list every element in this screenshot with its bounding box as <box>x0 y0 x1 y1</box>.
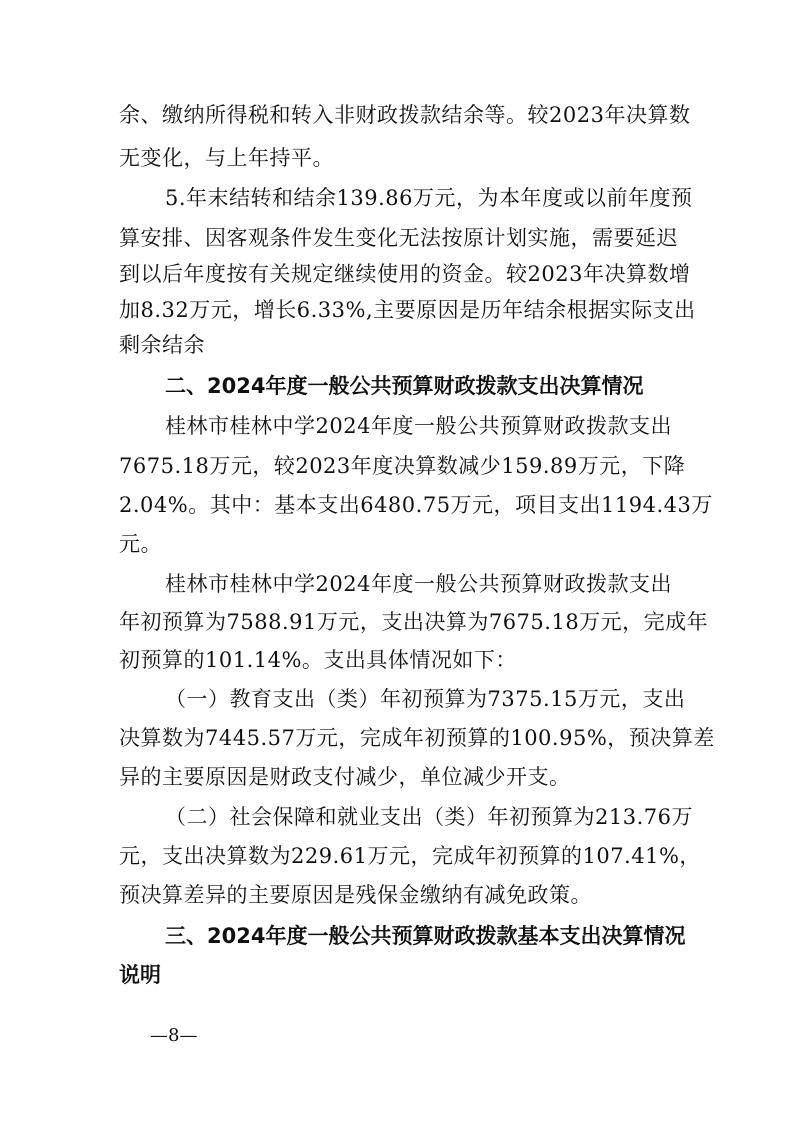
paragraph-line: 元。 <box>119 532 162 556</box>
paragraph-line: 年初预算为7588.91万元，支出决算为7675.18万元，完成年 <box>119 610 709 634</box>
paragraph-line: 2.04%。其中：基本支出6480.75万元，项目支出1194.43万 <box>119 493 713 517</box>
paragraph-line: 预决算差异的主要原因是残保金缴纳有减免政策。 <box>119 883 592 907</box>
section-heading-continuation: 说明 <box>119 963 161 987</box>
paragraph-line: 桂林市桂林中学2024年度一般公共预算财政拨款支出 <box>165 572 672 596</box>
page-number: —8— <box>150 1025 198 1046</box>
paragraph-line: 元，支出决算数为229.61万元，完成年初预算的107.41%， <box>119 844 701 868</box>
section-heading: 三、2024年度一般公共预算财政拨款基本支出决算情况 <box>165 924 686 948</box>
paragraph-line: 到以后年度按有关规定继续使用的资金。较2023年决算数增 <box>119 262 691 286</box>
paragraph-line: 剩余结余 <box>119 333 205 357</box>
paragraph-line: 初预算的101.14%。支出具体情况如下： <box>119 648 517 672</box>
section-heading: 二、2024年度一般公共预算财政拨款支出决算情况 <box>165 374 644 398</box>
paragraph-line: 加8.32万元，增长6.33%,主要原因是历年结余根据实际支出 <box>119 298 696 322</box>
paragraph-line: 无变化，与上年持平。 <box>119 146 334 170</box>
paragraph-line: 7675.18万元，较2023年度决算数减少159.89万元，下降 <box>119 454 686 478</box>
paragraph-line: 5.年末结转和结余139.86万元，为本年度或以前年度预 <box>165 186 693 210</box>
paragraph-line: （二）社会保障和就业支出（类）年初预算为213.76万 <box>165 805 693 829</box>
paragraph-line: 余、缴纳所得税和转入非财政拨款结余等。较2023年决算数 <box>119 103 691 127</box>
paragraph-line: 异的主要原因是财政支付减少，单位减少开支。 <box>119 765 571 789</box>
paragraph-line: 算安排、因客观条件发生变化无法按原计划实施，需要延迟 <box>119 226 678 250</box>
paragraph-line: （一）教育支出（类）年初预算为7375.15万元，支出 <box>165 687 686 711</box>
paragraph-line: 桂林市桂林中学2024年度一般公共预算财政拨款支出 <box>165 414 672 438</box>
paragraph-line: 决算数为7445.57万元，完成年初预算的100.95%，预决算差 <box>119 726 715 750</box>
